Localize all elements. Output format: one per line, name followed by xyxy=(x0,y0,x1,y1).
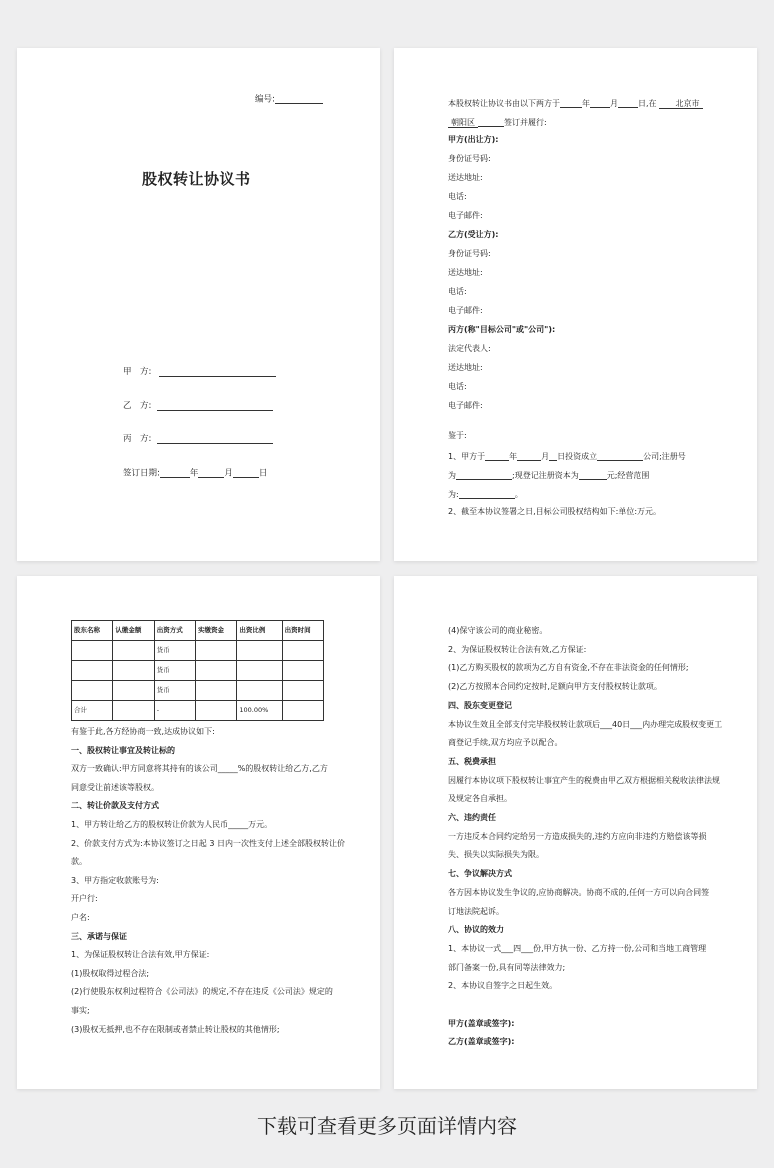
clause-line: 一方违反本合同约定给另一方造成损失的,违约方应向非违约方赔偿该等损 xyxy=(448,831,707,841)
section-heading: 四、股东变更登记 xyxy=(448,700,512,710)
party-a-phone: 电话: xyxy=(448,192,467,201)
table-header-cell: 认缴金额 xyxy=(113,621,154,641)
party-c-label: 丙 方: xyxy=(123,434,152,444)
table-row xyxy=(72,641,324,661)
table-total-row xyxy=(72,701,324,721)
table-cell xyxy=(113,661,154,681)
clause-line: 部门备案一份,具有同等法律效力; xyxy=(448,962,566,972)
whereas-1-line-2: 为 ;现登记注册资本为 元;经营范围 xyxy=(448,471,650,480)
table-header-cell: 出资方式 xyxy=(154,621,195,641)
document-page-cover xyxy=(17,48,380,561)
clause-line: 开户行: xyxy=(71,894,98,904)
table-header-row xyxy=(72,621,324,641)
clause-line: 订地法院起诉。 xyxy=(448,906,504,916)
clause-line: 有鉴于此,各方经协商一致,达成协议如下: xyxy=(71,727,215,736)
equity-structure-table xyxy=(71,620,324,721)
sign-date-row: 签订日期: 年 月 日 xyxy=(123,468,268,479)
table-cell xyxy=(196,641,237,661)
party-a-line xyxy=(159,376,276,377)
party-a-email: 电子邮件: xyxy=(448,211,483,220)
intro-line-2: 朝阳区 签订并履行: xyxy=(448,117,547,127)
table-cell xyxy=(196,681,237,701)
clause-line: 因履行本协议项下股权转让事宜产生的税费由甲乙双方根据相关税收法律法规 xyxy=(448,775,720,785)
clause-line: (2)乙方按照本合同约定按时,足额向甲方支付股权转让款项。 xyxy=(448,682,662,692)
party-a-address: 送达地址: xyxy=(448,173,483,182)
clause-line: 1、本协议一式___四___份,甲方执一份、乙方持一份,公司和当地工商管理 xyxy=(448,943,707,953)
table-cell xyxy=(282,701,323,721)
document-title: 股权转让协议书 xyxy=(142,170,251,188)
clause-line: 同意受让前述该等股权。 xyxy=(71,782,159,792)
whereas-2: 2、截至本协议签署之日,目标公司股权结构如下:单位:万元。 xyxy=(448,507,662,516)
clause-line: (4)保守该公司的商业秘密。 xyxy=(448,626,548,635)
clause-line: 2、本协议自签字之日起生效。 xyxy=(448,981,558,991)
table-cell xyxy=(237,641,282,661)
clause-line: 2、为保证股权转让合法有效,乙方保证: xyxy=(448,644,587,654)
table-cell: 100.00% xyxy=(237,701,282,721)
table-cell xyxy=(282,641,323,661)
table-header-cell: 出资比例 xyxy=(237,621,282,641)
clause-line: 事实; xyxy=(71,1006,90,1015)
table-cell: 货币 xyxy=(154,681,195,701)
party-a-label: 甲 方: xyxy=(123,367,152,377)
intro-line: 本股权转让协议书由以下两方于 年 月 日,在 北京市 xyxy=(448,98,703,108)
party-b-phone: 电话: xyxy=(448,287,467,296)
number-field: 编号: xyxy=(255,94,323,104)
table-cell: 合计 xyxy=(72,701,113,721)
clause-line: 户名: xyxy=(71,913,90,922)
party-c-phone: 电话: xyxy=(448,382,467,391)
clause-line: 失、损失以实际损失为限。 xyxy=(448,850,544,860)
section-heading: 二、转让价款及支付方式 xyxy=(71,801,159,811)
whereas-heading: 鉴于: xyxy=(448,431,467,440)
party-b-id: 身份证号码: xyxy=(448,249,491,258)
clause-line: (1)股权取得过程合法; xyxy=(71,968,150,978)
party-a-heading: 甲方(出让方): xyxy=(448,135,499,144)
party-b-heading: 乙方(受让方): xyxy=(448,230,499,239)
clause-line: 本协议生效且全部支付完毕股权转让款项后___40日___内办理完成股权变更工 xyxy=(448,719,723,729)
table-header-cell: 出资时间 xyxy=(282,621,323,641)
table-row xyxy=(72,661,324,681)
party-b-email: 电子邮件: xyxy=(448,306,483,315)
section-heading: 五、税费承担 xyxy=(448,756,496,766)
document-page-3 xyxy=(17,576,380,1089)
clause-line: 1、甲方转让给乙方的股权转让价款为人民币_____万元。 xyxy=(71,820,273,829)
clause-line: 各方因本协议发生争议的,应协商解决。协商不成的,任何一方可以向合同签 xyxy=(448,887,710,897)
section-heading: 六、违约责任 xyxy=(448,813,496,822)
table-cell xyxy=(196,701,237,721)
document-page-4 xyxy=(394,576,757,1089)
clause-line: (2)行使股东权利过程符合《公司法》的规定,不存在违反《公司法》规定的 xyxy=(71,987,333,997)
table-cell xyxy=(237,681,282,701)
clause-line: 3、甲方指定收款账号为: xyxy=(71,875,159,885)
table-cell xyxy=(237,661,282,681)
section-heading: 乙方(盖章或签字): xyxy=(448,1037,515,1047)
table-header-cell: 股东名称 xyxy=(72,621,113,641)
table-cell xyxy=(113,701,154,721)
party-b-address: 送达地址: xyxy=(448,268,483,277)
section-heading: 八、协议的效力 xyxy=(448,925,504,935)
party-b-label: 乙 方: xyxy=(123,401,152,411)
clause-line: 款。 xyxy=(71,857,87,867)
clause-line: (3)股权无抵押,也不存在限制或者禁止转让股权的其他情形; xyxy=(71,1024,280,1034)
table-header-cell: 实缴资金 xyxy=(196,621,237,641)
table-cell xyxy=(113,681,154,701)
party-c-legal-rep: 法定代表人: xyxy=(448,344,491,353)
party-c-heading: 丙方(称"目标公司"或"公司"): xyxy=(448,325,556,334)
section-heading: 三、承诺与保证 xyxy=(71,931,127,941)
document-page-2 xyxy=(394,48,757,561)
party-c-email: 电子邮件: xyxy=(448,401,483,410)
table-cell xyxy=(196,661,237,681)
clause-line: 及规定各自承担。 xyxy=(448,794,512,804)
clause-line: 2、价款支付方式为:本协议签订之日起 3 日内一次性支付上述全部股权转让价 xyxy=(71,838,345,848)
whereas-1-line-3: 为: 。 xyxy=(448,490,523,499)
clause-line: (1)乙方购买股权的款项为乙方自有资金,不存在非法资金的任何情形; xyxy=(448,663,689,673)
party-b-line xyxy=(157,410,273,411)
table-cell: - xyxy=(154,701,195,721)
table-cell xyxy=(113,641,154,661)
section-heading: 甲方(盖章或签字): xyxy=(448,1018,515,1028)
clause-line: 1、为保证股权转让合法有效,甲方保证: xyxy=(71,950,210,960)
party-c-address: 送达地址: xyxy=(448,363,483,372)
table-cell: 货币 xyxy=(154,661,195,681)
section-heading: 一、股权转让事宜及转让标的 xyxy=(71,745,175,755)
table-cell xyxy=(72,681,113,701)
table-cell xyxy=(282,661,323,681)
table-cell xyxy=(72,641,113,661)
table-row xyxy=(72,681,324,701)
clause-line: 商登记手续,双方均应予以配合。 xyxy=(448,738,563,748)
table-cell: 货币 xyxy=(154,641,195,661)
section-heading: 七、争议解决方式 xyxy=(448,869,512,879)
party-c-line xyxy=(157,443,273,444)
clause-line: 双方一致确认:甲方同意将其持有的该公司_____%的股权转让给乙方,乙方 xyxy=(71,764,328,774)
table-cell xyxy=(282,681,323,701)
table-cell xyxy=(72,661,113,681)
party-a-id: 身份证号码: xyxy=(448,154,491,163)
whereas-1-line-1: 1、甲方于 年 月 日投资成立 公司;注册号 xyxy=(448,452,686,461)
download-caption: 下载可查看更多页面详情内容 xyxy=(257,1114,517,1138)
